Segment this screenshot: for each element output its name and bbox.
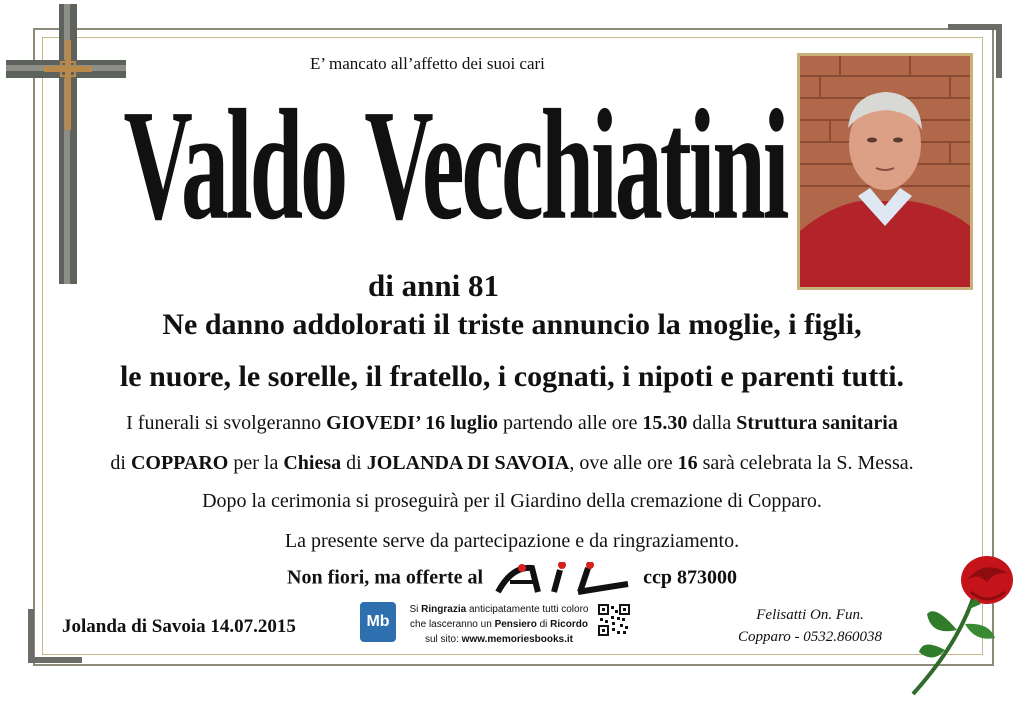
funeral-line-1: I funerali si svolgeranno GIOVEDI’ 16 luglio partendo alle ore 15.30 dalla Struttura sanitaria	[126, 412, 898, 434]
announce-line-2: le nuore, le sorelle, il fratello, i cognati, i nipoti e parenti tutti.	[119, 360, 905, 393]
memories-text: Si Ringrazia anticipatamente tutti coloro che lasceranno un Pensiero di Ricordo sul sito: www.memoriesbooks.it	[409, 604, 589, 645]
qr-code-icon	[598, 604, 630, 636]
deceased-name: Valdo Vecchiatini	[123, 75, 787, 253]
cremation-line: Dopo la cerimonia si proseguirà per il Giardino della cremazione di Copparo.	[202, 490, 822, 512]
funeral-home	[710, 604, 910, 648]
intro-text: E’ mancato all’affetto dei suoi cari	[310, 54, 545, 73]
age-text: di anni 81	[368, 268, 499, 303]
announce-line-1: Ne danno addolorati il triste annuncio la moglie, i figli,	[162, 308, 862, 341]
signoff-place-date: Jolanda di Savoia 14.07.2015	[62, 616, 296, 637]
rose-icon	[905, 552, 1023, 700]
donation-line: Non fiori, ma offerte al ccp 873000	[40, 562, 984, 596]
deceased-photo	[797, 53, 973, 290]
cross-icon	[4, 2, 128, 287]
memoriesbooks-logo-icon: Mb	[360, 602, 396, 642]
funeral-home-name: Felisatti On. Fun.	[756, 607, 864, 623]
thanks-line: La presente serve da partecipazione e da ringraziamento.	[284, 530, 740, 552]
funeral-line-2: di COPPARO per la Chiesa di JOLANDA DI SAVOIA, ove alle ore 16 sarà celebrata la S. Messa.	[110, 452, 914, 474]
funeral-home-phone: Copparo - 0532.860038	[737, 629, 883, 645]
ail-logo-icon	[492, 562, 634, 596]
